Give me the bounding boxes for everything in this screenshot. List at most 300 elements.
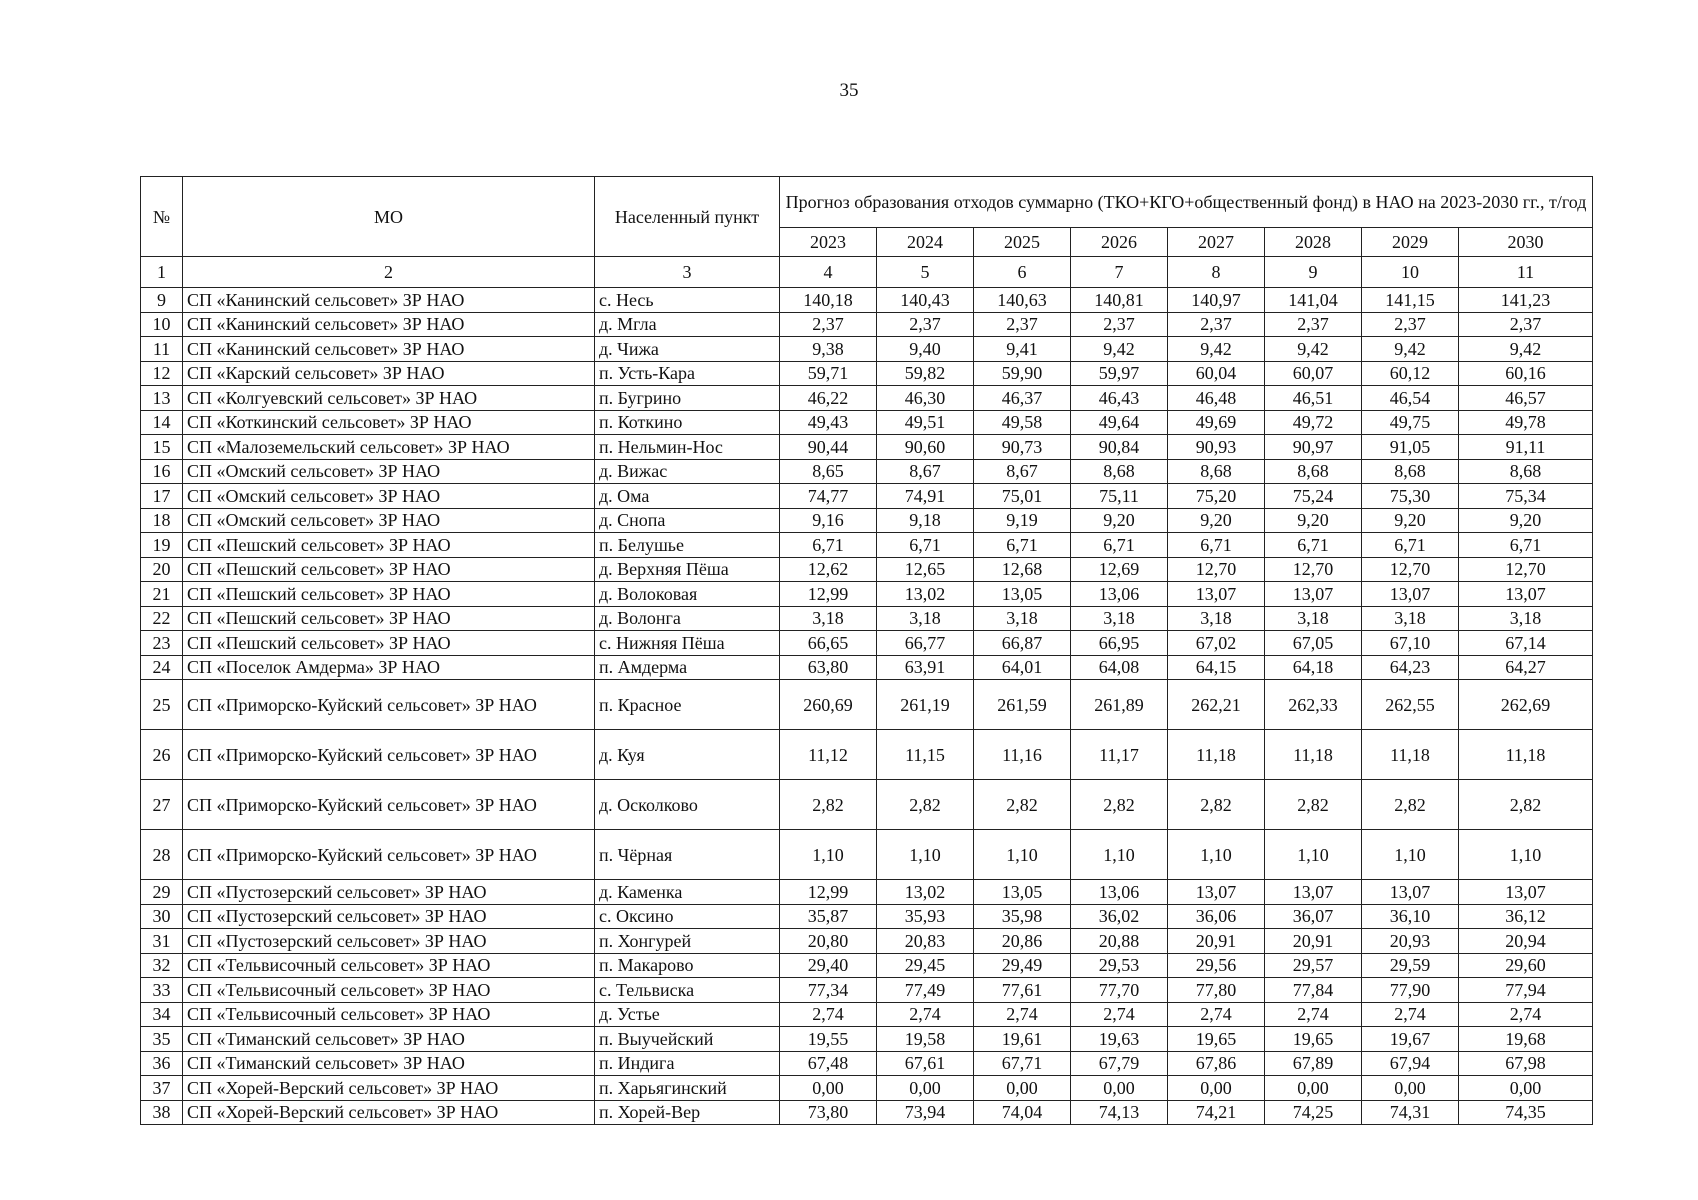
row-number: 32 — [141, 953, 183, 978]
table-row — [141, 929, 1593, 954]
value-cell: 0,00 — [1071, 1076, 1168, 1101]
row-number: 20 — [141, 557, 183, 582]
value-cell: 2,74 — [1265, 1002, 1362, 1027]
value-cell: 9,42 — [1459, 337, 1593, 362]
value-cell: 1,10 — [974, 830, 1071, 880]
value-cell: 36,06 — [1168, 904, 1265, 929]
value-cell: 63,80 — [780, 655, 877, 680]
table-row — [141, 1051, 1593, 1076]
value-cell: 8,68 — [1459, 459, 1593, 484]
value-cell: 11,18 — [1459, 730, 1593, 780]
value-cell: 140,81 — [1071, 288, 1168, 313]
value-cell: 36,10 — [1362, 904, 1459, 929]
value-cell: 11,18 — [1168, 730, 1265, 780]
settlement-cell: д. Осколково — [595, 780, 780, 830]
municipality-cell: СП «Приморско-Куйский сельсовет» ЗР НАО — [183, 680, 595, 730]
value-cell: 90,84 — [1071, 435, 1168, 460]
value-cell: 35,93 — [877, 904, 974, 929]
value-cell: 59,90 — [974, 361, 1071, 386]
value-cell: 13,05 — [974, 582, 1071, 607]
municipality-cell: СП «Тиманский сельсовет» ЗР НАО — [183, 1051, 595, 1076]
value-cell: 90,73 — [974, 435, 1071, 460]
value-cell: 2,74 — [1459, 1002, 1593, 1027]
value-cell: 9,20 — [1071, 508, 1168, 533]
table-row — [141, 410, 1593, 435]
municipality-cell: СП «Малоземельский сельсовет» ЗР НАО — [183, 435, 595, 460]
value-cell: 2,37 — [1265, 312, 1362, 337]
row-number: 38 — [141, 1100, 183, 1125]
table-row — [141, 1027, 1593, 1052]
value-cell: 49,51 — [877, 410, 974, 435]
value-cell: 77,80 — [1168, 978, 1265, 1003]
value-cell: 3,18 — [974, 606, 1071, 631]
row-number: 23 — [141, 631, 183, 656]
value-cell: 46,37 — [974, 386, 1071, 411]
header-mo: МО — [183, 177, 595, 257]
value-cell: 11,18 — [1265, 730, 1362, 780]
settlement-cell: п. Хорей-Вер — [595, 1100, 780, 1125]
value-cell: 67,71 — [974, 1051, 1071, 1076]
column-index: 5 — [877, 257, 974, 288]
value-cell: 3,18 — [1459, 606, 1593, 631]
value-cell: 12,70 — [1168, 557, 1265, 582]
value-cell: 19,58 — [877, 1027, 974, 1052]
value-cell: 35,87 — [780, 904, 877, 929]
value-cell: 77,70 — [1071, 978, 1168, 1003]
value-cell: 20,80 — [780, 929, 877, 954]
value-cell: 141,23 — [1459, 288, 1593, 313]
municipality-cell: СП «Коткинский сельсовет» ЗР НАО — [183, 410, 595, 435]
value-cell: 64,18 — [1265, 655, 1362, 680]
municipality-cell: СП «Омский сельсовет» ЗР НАО — [183, 459, 595, 484]
value-cell: 2,82 — [1459, 780, 1593, 830]
value-cell: 67,61 — [877, 1051, 974, 1076]
value-cell: 49,58 — [974, 410, 1071, 435]
table-row — [141, 631, 1593, 656]
value-cell: 75,30 — [1362, 484, 1459, 509]
value-cell: 64,01 — [974, 655, 1071, 680]
value-cell: 2,82 — [1362, 780, 1459, 830]
value-cell: 3,18 — [877, 606, 974, 631]
value-cell: 74,21 — [1168, 1100, 1265, 1125]
value-cell: 67,86 — [1168, 1051, 1265, 1076]
value-cell: 36,07 — [1265, 904, 1362, 929]
value-cell: 262,21 — [1168, 680, 1265, 730]
value-cell: 20,93 — [1362, 929, 1459, 954]
value-cell: 49,78 — [1459, 410, 1593, 435]
table-row — [141, 880, 1593, 905]
municipality-cell: СП «Пешский сельсовет» ЗР НАО — [183, 557, 595, 582]
value-cell: 29,49 — [974, 953, 1071, 978]
row-number: 16 — [141, 459, 183, 484]
value-cell: 13,07 — [1168, 582, 1265, 607]
header-row — [141, 177, 1593, 228]
table-row — [141, 730, 1593, 780]
value-cell: 2,37 — [1362, 312, 1459, 337]
municipality-cell: СП «Пешский сельсовет» ЗР НАО — [183, 606, 595, 631]
value-cell: 90,60 — [877, 435, 974, 460]
settlement-cell: п. Чёрная — [595, 830, 780, 880]
settlement-cell: п. Амдерма — [595, 655, 780, 680]
value-cell: 2,37 — [1459, 312, 1593, 337]
value-cell: 64,08 — [1071, 655, 1168, 680]
value-cell: 75,20 — [1168, 484, 1265, 509]
value-cell: 35,98 — [974, 904, 1071, 929]
table-row — [141, 459, 1593, 484]
value-cell: 19,55 — [780, 1027, 877, 1052]
column-index: 9 — [1265, 257, 1362, 288]
value-cell: 60,07 — [1265, 361, 1362, 386]
value-cell: 46,54 — [1362, 386, 1459, 411]
value-cell: 66,87 — [974, 631, 1071, 656]
value-cell: 8,67 — [877, 459, 974, 484]
settlement-cell: с. Нижняя Пёша — [595, 631, 780, 656]
municipality-cell: СП «Колгуевский сельсовет» ЗР НАО — [183, 386, 595, 411]
table-row — [141, 680, 1593, 730]
value-cell: 13,07 — [1265, 880, 1362, 905]
row-number: 34 — [141, 1002, 183, 1027]
settlement-cell: д. Мгла — [595, 312, 780, 337]
value-cell: 9,20 — [1459, 508, 1593, 533]
header-year: 2028 — [1265, 228, 1362, 257]
row-number: 28 — [141, 830, 183, 880]
value-cell: 1,10 — [1265, 830, 1362, 880]
value-cell: 2,82 — [780, 780, 877, 830]
value-cell: 19,65 — [1168, 1027, 1265, 1052]
value-cell: 9,20 — [1362, 508, 1459, 533]
municipality-cell: СП «Приморско-Куйский сельсовет» ЗР НАО — [183, 730, 595, 780]
value-cell: 46,43 — [1071, 386, 1168, 411]
settlement-cell: д. Снопа — [595, 508, 780, 533]
value-cell: 77,90 — [1362, 978, 1459, 1003]
settlement-cell: п. Нельмин-Нос — [595, 435, 780, 460]
value-cell: 1,10 — [780, 830, 877, 880]
value-cell: 63,91 — [877, 655, 974, 680]
value-cell: 1,10 — [1459, 830, 1593, 880]
value-cell: 29,40 — [780, 953, 877, 978]
settlement-cell: д. Чижа — [595, 337, 780, 362]
value-cell: 2,37 — [974, 312, 1071, 337]
value-cell: 67,79 — [1071, 1051, 1168, 1076]
value-cell: 6,71 — [1459, 533, 1593, 558]
value-cell: 91,05 — [1362, 435, 1459, 460]
value-cell: 6,71 — [877, 533, 974, 558]
column-index: 8 — [1168, 257, 1265, 288]
column-index: 11 — [1459, 257, 1593, 288]
value-cell: 9,20 — [1168, 508, 1265, 533]
row-number: 29 — [141, 880, 183, 905]
value-cell: 3,18 — [780, 606, 877, 631]
table-row — [141, 1100, 1593, 1125]
value-cell: 67,02 — [1168, 631, 1265, 656]
value-cell: 77,49 — [877, 978, 974, 1003]
row-number: 35 — [141, 1027, 183, 1052]
value-cell: 49,72 — [1265, 410, 1362, 435]
settlement-cell: д. Ома — [595, 484, 780, 509]
value-cell: 2,74 — [877, 1002, 974, 1027]
column-index: 7 — [1071, 257, 1168, 288]
value-cell: 0,00 — [974, 1076, 1071, 1101]
value-cell: 9,41 — [974, 337, 1071, 362]
value-cell: 67,05 — [1265, 631, 1362, 656]
value-cell: 19,63 — [1071, 1027, 1168, 1052]
value-cell: 12,62 — [780, 557, 877, 582]
settlement-cell: п. Хонгурей — [595, 929, 780, 954]
value-cell: 0,00 — [1168, 1076, 1265, 1101]
value-cell: 19,68 — [1459, 1027, 1593, 1052]
value-cell: 2,82 — [974, 780, 1071, 830]
value-cell: 36,02 — [1071, 904, 1168, 929]
value-cell: 6,71 — [974, 533, 1071, 558]
value-cell: 75,01 — [974, 484, 1071, 509]
value-cell: 67,10 — [1362, 631, 1459, 656]
value-cell: 2,82 — [1071, 780, 1168, 830]
value-cell: 13,06 — [1071, 880, 1168, 905]
value-cell: 49,75 — [1362, 410, 1459, 435]
value-cell: 11,16 — [974, 730, 1071, 780]
value-cell: 3,18 — [1168, 606, 1265, 631]
value-cell: 67,94 — [1362, 1051, 1459, 1076]
value-cell: 75,11 — [1071, 484, 1168, 509]
value-cell: 77,94 — [1459, 978, 1593, 1003]
municipality-cell: СП «Пустозерский сельсовет» ЗР НАО — [183, 904, 595, 929]
value-cell: 1,10 — [1168, 830, 1265, 880]
value-cell: 2,74 — [780, 1002, 877, 1027]
value-cell: 46,51 — [1265, 386, 1362, 411]
value-cell: 1,10 — [1071, 830, 1168, 880]
value-cell: 46,48 — [1168, 386, 1265, 411]
value-cell: 12,68 — [974, 557, 1071, 582]
settlement-cell: с. Несь — [595, 288, 780, 313]
value-cell: 2,37 — [780, 312, 877, 337]
value-cell: 6,71 — [1071, 533, 1168, 558]
value-cell: 46,22 — [780, 386, 877, 411]
value-cell: 1,10 — [1362, 830, 1459, 880]
value-cell: 13,06 — [1071, 582, 1168, 607]
value-cell: 6,71 — [1362, 533, 1459, 558]
table-row — [141, 484, 1593, 509]
value-cell: 6,71 — [1168, 533, 1265, 558]
value-cell: 59,82 — [877, 361, 974, 386]
value-cell: 66,77 — [877, 631, 974, 656]
table-row — [141, 533, 1593, 558]
value-cell: 74,35 — [1459, 1100, 1593, 1125]
header-num: № — [141, 177, 183, 257]
municipality-cell: СП «Тельвисочный сельсовет» ЗР НАО — [183, 953, 595, 978]
value-cell: 12,99 — [780, 582, 877, 607]
table-row — [141, 904, 1593, 929]
value-cell: 46,57 — [1459, 386, 1593, 411]
settlement-cell: с. Оксино — [595, 904, 780, 929]
value-cell: 140,18 — [780, 288, 877, 313]
row-number: 33 — [141, 978, 183, 1003]
value-cell: 13,07 — [1265, 582, 1362, 607]
value-cell: 13,02 — [877, 880, 974, 905]
value-cell: 2,82 — [1265, 780, 1362, 830]
value-cell: 262,69 — [1459, 680, 1593, 730]
value-cell: 2,74 — [1362, 1002, 1459, 1027]
value-cell: 9,42 — [1071, 337, 1168, 362]
value-cell: 20,91 — [1168, 929, 1265, 954]
value-cell: 49,43 — [780, 410, 877, 435]
value-cell: 0,00 — [780, 1076, 877, 1101]
municipality-cell: СП «Тельвисочный сельсовет» ЗР НАО — [183, 1002, 595, 1027]
value-cell: 20,88 — [1071, 929, 1168, 954]
settlement-cell: д. Куя — [595, 730, 780, 780]
row-number: 19 — [141, 533, 183, 558]
value-cell: 3,18 — [1071, 606, 1168, 631]
column-index-row — [141, 257, 1593, 288]
value-cell: 2,37 — [877, 312, 974, 337]
value-cell: 29,45 — [877, 953, 974, 978]
header-forecast-title: Прогноз образования отходов суммарно (ТКО+КГО+общественный фонд) в НАО на 2023-2030 гг., т/год — [780, 177, 1593, 228]
value-cell: 91,11 — [1459, 435, 1593, 460]
row-number: 11 — [141, 337, 183, 362]
value-cell: 90,93 — [1168, 435, 1265, 460]
municipality-cell: СП «Канинский сельсовет» ЗР НАО — [183, 288, 595, 313]
value-cell: 2,37 — [1071, 312, 1168, 337]
value-cell: 141,04 — [1265, 288, 1362, 313]
value-cell: 19,61 — [974, 1027, 1071, 1052]
row-number: 15 — [141, 435, 183, 460]
value-cell: 74,04 — [974, 1100, 1071, 1125]
settlement-cell: с. Тельвиска — [595, 978, 780, 1003]
settlement-cell: д. Каменка — [595, 880, 780, 905]
value-cell: 59,71 — [780, 361, 877, 386]
value-cell: 74,91 — [877, 484, 974, 509]
municipality-cell: СП «Омский сельсовет» ЗР НАО — [183, 484, 595, 509]
value-cell: 9,20 — [1265, 508, 1362, 533]
table-row — [141, 557, 1593, 582]
value-cell: 141,15 — [1362, 288, 1459, 313]
value-cell: 29,53 — [1071, 953, 1168, 978]
value-cell: 75,34 — [1459, 484, 1593, 509]
municipality-cell: СП «Тельвисочный сельсовет» ЗР НАО — [183, 978, 595, 1003]
value-cell: 12,70 — [1265, 557, 1362, 582]
settlement-cell: п. Усть-Кара — [595, 361, 780, 386]
settlement-cell: п. Белушье — [595, 533, 780, 558]
value-cell: 60,12 — [1362, 361, 1459, 386]
value-cell: 9,18 — [877, 508, 974, 533]
value-cell: 12,69 — [1071, 557, 1168, 582]
value-cell: 59,97 — [1071, 361, 1168, 386]
value-cell: 3,18 — [1362, 606, 1459, 631]
value-cell: 46,30 — [877, 386, 974, 411]
page-number: 35 — [839, 80, 859, 101]
value-cell: 6,71 — [780, 533, 877, 558]
header-year: 2024 — [877, 228, 974, 257]
waste-forecast-table — [140, 176, 1593, 1125]
row-number: 13 — [141, 386, 183, 411]
value-cell: 60,04 — [1168, 361, 1265, 386]
value-cell: 2,74 — [1071, 1002, 1168, 1027]
value-cell: 261,19 — [877, 680, 974, 730]
value-cell: 90,97 — [1265, 435, 1362, 460]
value-cell: 74,25 — [1265, 1100, 1362, 1125]
column-index: 4 — [780, 257, 877, 288]
value-cell: 8,67 — [974, 459, 1071, 484]
value-cell: 67,48 — [780, 1051, 877, 1076]
value-cell: 19,65 — [1265, 1027, 1362, 1052]
row-number: 14 — [141, 410, 183, 435]
row-number: 21 — [141, 582, 183, 607]
row-number: 30 — [141, 904, 183, 929]
value-cell: 9,19 — [974, 508, 1071, 533]
municipality-cell: СП «Канинский сельсовет» ЗР НАО — [183, 337, 595, 362]
municipality-cell: СП «Пешский сельсовет» ЗР НАО — [183, 582, 595, 607]
value-cell: 29,57 — [1265, 953, 1362, 978]
table-row — [141, 361, 1593, 386]
row-number: 9 — [141, 288, 183, 313]
row-number: 31 — [141, 929, 183, 954]
table-row — [141, 978, 1593, 1003]
value-cell: 77,34 — [780, 978, 877, 1003]
value-cell: 13,02 — [877, 582, 974, 607]
table-row — [141, 508, 1593, 533]
value-cell: 29,56 — [1168, 953, 1265, 978]
value-cell: 66,65 — [780, 631, 877, 656]
value-cell: 12,70 — [1362, 557, 1459, 582]
settlement-cell: п. Коткино — [595, 410, 780, 435]
column-index: 1 — [141, 257, 183, 288]
table-row — [141, 606, 1593, 631]
value-cell: 49,69 — [1168, 410, 1265, 435]
value-cell: 262,33 — [1265, 680, 1362, 730]
value-cell: 140,97 — [1168, 288, 1265, 313]
row-number: 36 — [141, 1051, 183, 1076]
value-cell: 2,74 — [974, 1002, 1071, 1027]
value-cell: 77,61 — [974, 978, 1071, 1003]
table-row — [141, 1076, 1593, 1101]
settlement-cell: д. Волонга — [595, 606, 780, 631]
value-cell: 140,43 — [877, 288, 974, 313]
value-cell: 60,16 — [1459, 361, 1593, 386]
value-cell: 3,18 — [1265, 606, 1362, 631]
municipality-cell: СП «Пешский сельсовет» ЗР НАО — [183, 631, 595, 656]
table-row — [141, 386, 1593, 411]
value-cell: 13,07 — [1362, 582, 1459, 607]
value-cell: 77,84 — [1265, 978, 1362, 1003]
value-cell: 73,94 — [877, 1100, 974, 1125]
value-cell: 262,55 — [1362, 680, 1459, 730]
value-cell: 8,68 — [1071, 459, 1168, 484]
settlement-cell: п. Индига — [595, 1051, 780, 1076]
settlement-cell: д. Вижас — [595, 459, 780, 484]
column-index: 10 — [1362, 257, 1459, 288]
row-number: 18 — [141, 508, 183, 533]
value-cell: 261,59 — [974, 680, 1071, 730]
value-cell: 0,00 — [1265, 1076, 1362, 1101]
header-year: 2030 — [1459, 228, 1593, 257]
value-cell: 19,67 — [1362, 1027, 1459, 1052]
value-cell: 20,91 — [1265, 929, 1362, 954]
settlement-cell: п. Выучейский — [595, 1027, 780, 1052]
municipality-cell: СП «Пешский сельсовет» ЗР НАО — [183, 533, 595, 558]
value-cell: 13,07 — [1459, 880, 1593, 905]
value-cell: 13,07 — [1168, 880, 1265, 905]
value-cell: 8,65 — [780, 459, 877, 484]
value-cell: 73,80 — [780, 1100, 877, 1125]
table-body — [141, 288, 1593, 1125]
municipality-cell: СП «Тиманский сельсовет» ЗР НАО — [183, 1027, 595, 1052]
table-row — [141, 337, 1593, 362]
municipality-cell: СП «Приморско-Куйский сельсовет» ЗР НАО — [183, 830, 595, 880]
table-row — [141, 780, 1593, 830]
row-number: 24 — [141, 655, 183, 680]
header-year: 2023 — [780, 228, 877, 257]
value-cell: 13,07 — [1459, 582, 1593, 607]
settlement-cell: п. Красное — [595, 680, 780, 730]
